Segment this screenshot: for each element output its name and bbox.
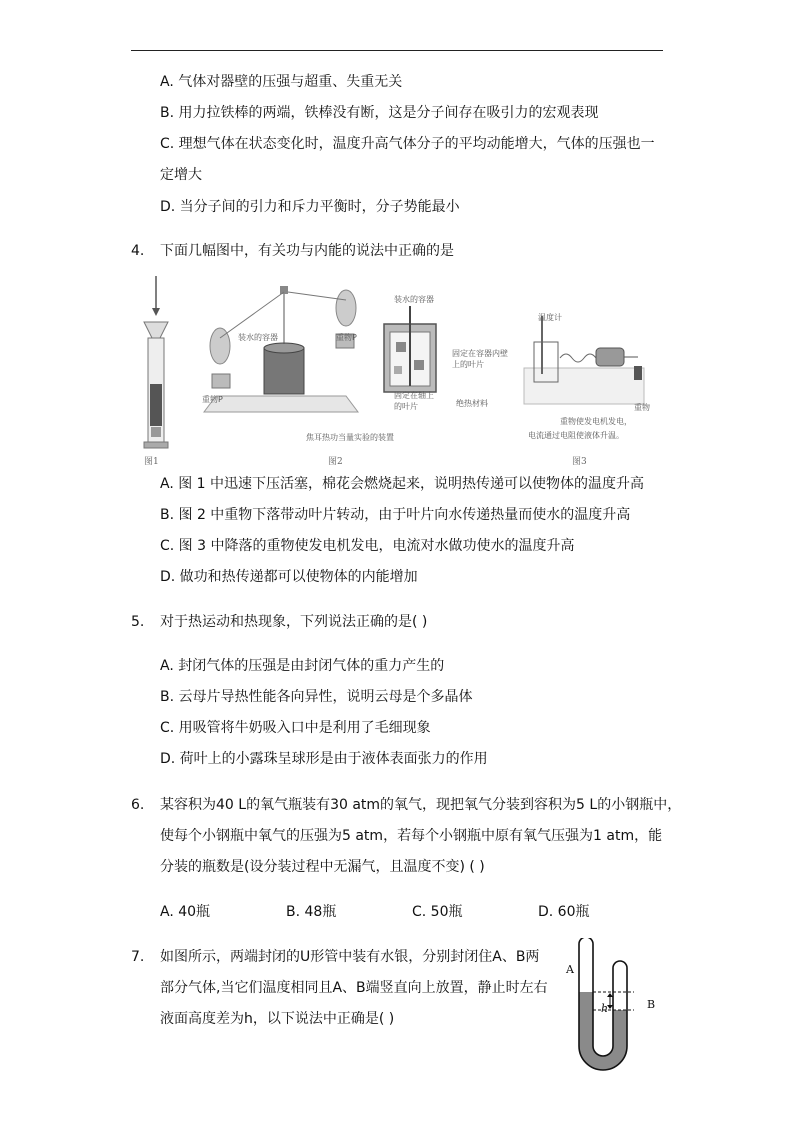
q6-choice-d: D. 60瓶 (538, 904, 590, 920)
q6-number: 6. (131, 797, 145, 813)
q4-stem: 下面几幅图中，有关功与内能的说法中正确的是 (160, 243, 454, 259)
q5-option-b: B. 云母片导热性能各向异性，说明云母是个多晶体 (160, 689, 473, 705)
u-tube-label-h: h (601, 1002, 609, 1015)
q4-option-b: B. 图 2 中重物下落带动叶片转动，由于叶片向水传递热量而使水的温度升高 (160, 507, 631, 523)
fig2-label: 图2 (328, 457, 343, 467)
fig3-insulation-label: 绝热材料 (456, 399, 488, 408)
fire-syringe-illustration (140, 272, 200, 468)
q3-option-c-continued: 定增大 (160, 167, 202, 183)
fig4-thermometer-label: 温度计 (538, 313, 562, 322)
header-rule (131, 50, 663, 51)
fig4-caption-1: 重物使发电机发电， (560, 417, 632, 426)
q5-option-c: C. 用吸管将牛奶吸入口中是利用了毛细现象 (160, 720, 431, 736)
q4-option-d: D. 做功和热传递都可以使物体的内能增加 (160, 569, 418, 585)
q7-line-3: 液面高度差为h，以下说法中正确是( ) (160, 1011, 395, 1027)
fig3-fixed-wall-label: 固定在容器内壁上的叶片 (452, 349, 508, 369)
q5-number: 5. (131, 614, 145, 630)
q4-option-c: C. 图 3 中降落的重物使发电机发电，电流对水做功使水的温度升高 (160, 538, 575, 554)
q7-line-1: 如图所示，两端封闭的U形管中装有水银，分别封闭住A、B两 (160, 949, 540, 965)
q4-figure-strip (140, 272, 660, 468)
q4-option-a: A. 图 1 中迅速下压活塞，棉花会燃烧起来，说明热传递可以使物体的温度升高 (160, 476, 645, 492)
q6-choice-a: A. 40瓶 (160, 904, 211, 920)
q3-option-c: C. 理想气体在状态变化时，温度升高气体分子的平均动能增大，气体的压强也一 (160, 136, 655, 152)
fig2-weight-left-label: 重物P (202, 395, 223, 404)
q3-option-a: A. 气体对器壁的压强与超重、失重无关 (160, 74, 403, 90)
joule-apparatus-illustration (196, 278, 366, 438)
u-tube-label-a: A (566, 963, 574, 976)
q7-line-2: 部分气体,当它们温度相同且A、B端竖直向上放置，静止时左右 (160, 980, 548, 996)
q5-stem: 对于热运动和热现象，下列说法正确的是( ) (160, 614, 428, 630)
insulated-container-illustration (376, 290, 506, 450)
q7-number: 7. (131, 949, 145, 965)
u-tube-label-b: B (647, 998, 656, 1011)
fig2-container-label: 装水的容器 (238, 333, 278, 342)
q5-option-d: D. 荷叶上的小露珠呈球形是由于液体表面张力的作用 (160, 751, 488, 767)
fig2-caption: 焦耳热功当量实验的装置 (306, 433, 394, 442)
q6-line-2: 使每个小钢瓶中氧气的压强为5 atm，若每个小钢瓶中原有氧气压强为1 atm，能 (160, 828, 663, 844)
q4-number: 4. (131, 243, 145, 259)
fig3-container-label: 装水的容器 (394, 295, 434, 304)
q6-line-1: 某容积为40 L的氧气瓶装有30 atm的氧气，现把氧气分装到容积为5 L的小钢瓶中， (160, 797, 682, 813)
fig1-label: 图1 (144, 457, 159, 467)
q3-option-b: B. 用力拉铁棒的两端，铁棒没有断，这是分子间存在吸引力的宏观表现 (160, 105, 599, 121)
fig3-label: 图3 (572, 457, 587, 467)
fig4-caption-2: 电流通过电阻使液体升温。 (528, 431, 624, 440)
q6-line-3: 分装的瓶数是(设分装过程中无漏气，且温度不变) ( ) (160, 859, 485, 875)
q5-option-a: A. 封闭气体的压强是由封闭气体的重力产生的 (160, 658, 445, 674)
fig3-fixed-axis-label: 固定在轴上的叶片 (394, 391, 434, 411)
fig4-weight-label: 重物 (634, 403, 650, 412)
q3-option-d: D. 当分子间的引力和斥力平衡时，分子势能最小 (160, 199, 460, 215)
q6-choice-c: C. 50瓶 (412, 904, 463, 920)
q6-choice-b: B. 48瓶 (286, 904, 337, 920)
fig2-weight-right-label: 重物P (336, 333, 357, 342)
